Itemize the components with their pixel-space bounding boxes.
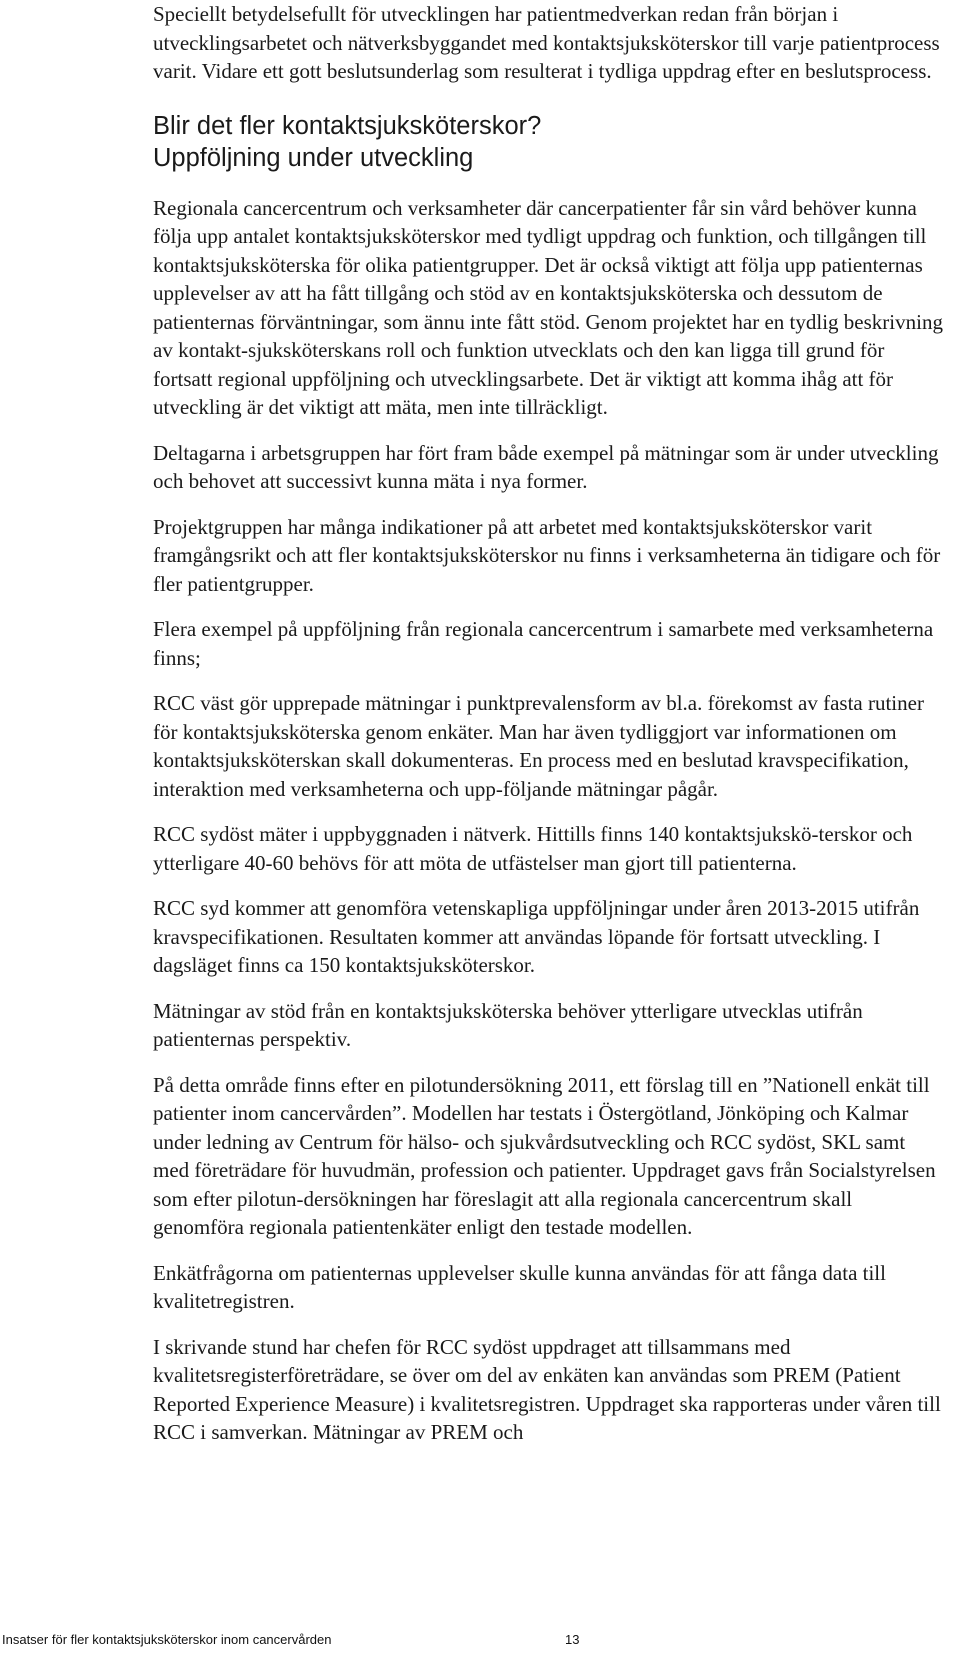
page-number: 13 (565, 1632, 580, 1647)
footer-title: Insatser för fler kontaktsjuksköterskor inom cancervården (2, 1632, 332, 1647)
body-paragraph: Flera exempel på uppföljning från regionala cancercentrum i samarbete med verksamheterna finns; (153, 617, 934, 670)
body-paragraph: I skrivande stund har chefen för RCC sydöst uppdraget att tillsammans med kvalitetsregisterföreträdare, se över om del av enkäten kan användas som PREM (Patient Reported Experience Measure) i kvalitetsregistren. Uppdraget ska rapporteras under våren till RCC i samverkan. Mätningar av PREM och (153, 1334, 941, 1444)
body-paragraph: På detta område finns efter en pilotundersökning 2011, ett förslag till en ”Nationell enkät till patienter inom cancervården”. Modellen har testats i Östergötland, Jönköping och Kalmar under ledning av Centrum för hälso- och sjukvårdsutveckling och RCC sydöst, SKL samt med företrädare för huvudmän, profession och patienter. Uppdraget gavs från Socialstyrelsen som efter pilotun-dersökningen har föreslagit att alla regionala cancercentrum skall genomföra regionala patientenkäter enligt den testade modellen. (153, 1072, 936, 1239)
intro-paragraph: Speciellt betydelsefullt för utvecklingen har patientmedverkan redan från början i utvecklingsarbetet och nätverksbyggandet med kontaktsjuksköterskor till varje patientprocess varit. Vidare ett gott beslutsunderlag som resulterat i tydliga uppdrag efter en beslutsprocess. (153, 2, 940, 83)
body-paragraph: RCC sydöst mäter i uppbyggnaden i nätverk. Hittills finns 140 kontaktsjukskö-terskor och ytterligare 40-60 behövs för att möta de utfästelser man gjort till patienterna. (153, 822, 913, 875)
body-paragraph: Regionala cancercentrum och verksamheter där cancerpatienter får sin vård behöver kunna följa upp antalet kontaktsjuksköterskor med tydligt uppdrag och funktion, och tillgången till kontaktsjuksköterska för olika patientgrupper. Det är också viktigt att följa upp patienternas upplevelser av att ha fått tillgång och stöd av en kontaktsjuksköterska och dessutom de patienternas förväntningar, som ännu inte fått stöd. Genom projektet har en tydlig beskrivning av kontakt-sjuksköterskans roll och funktion utvecklats och den kan ligga till grund för fortsatt regional uppföljning och utvecklingsarbete. Det är viktigt att komma ihåg att för utveckling är det viktigt att mäta, men inte tillräckligt. (153, 195, 943, 419)
body-paragraph: RCC syd kommer att genomföra vetenskapliga uppföljningar under åren 2013-2015 utifrån kravspecifikationen. Resultaten kommer att användas löpande för fortsatt utveckling. I dagsläget finns ca 150 kontaktsjuksköterskor. (153, 896, 920, 977)
body-paragraph: RCC väst gör upprepade mätningar i punktprevalensform av bl.a. förekomst av fasta rutiner för kontaktsjuksköterska genom enkäter. Man har även tydliggjort var informationen om kontaktsjuksköterskan skall dokumenteras. En process med en beslutad kravspecifikation, interaktion med verksamheterna och upp-följande mätningar pågår. (153, 691, 924, 801)
page-footer (0, 1632, 960, 1652)
page-content (153, 0, 943, 1464)
body-paragraph: Deltagarna i arbetsgruppen har fört fram både exempel på mätningar som är under utveckling och behovet att successivt kunna mäta i nya former. (153, 440, 939, 493)
body-paragraph: Enkätfrågorna om patienternas upplevelser skulle kunna användas för att fånga data till kvalitetregistren. (153, 1260, 886, 1313)
body-paragraph: Mätningar av stöd från en kontaktsjuksköterska behöver ytterligare utvecklas utifrån patienternas perspektiv. (153, 998, 863, 1051)
section-subheading: Uppföljning under utveckling (153, 143, 474, 172)
body-paragraph: Projektgruppen har många indikationer på att arbetet med kontaktsjuksköterskor varit framgångsrikt och att fler kontaktsjuksköterskor nu finns i verksamheterna än tidigare och för fler patientgrupper. (153, 514, 941, 596)
section-heading: Blir det fler kontaktsjuksköterskor? (153, 111, 542, 140)
